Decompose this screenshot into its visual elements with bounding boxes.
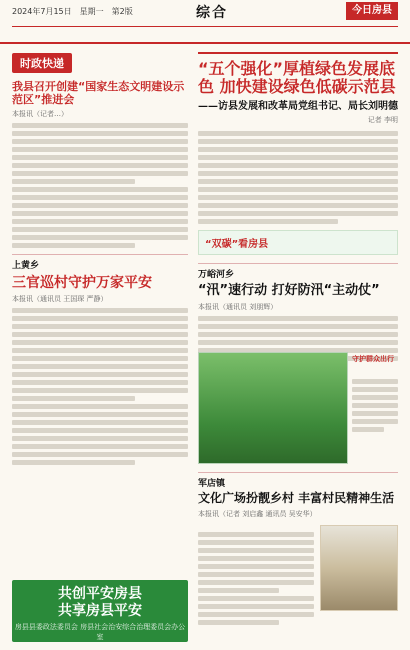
lead-subhead: ——访县发展和改革局党组书记、局长刘明德 (198, 100, 398, 112)
lead-headline: “五个强化”厚植绿色发展底色 加快建设绿色低碳示范县 (198, 59, 396, 97)
feature-headline: 我县召开创建“国家生态文明建设示范区”推进会 (12, 80, 185, 106)
promo-line-1: 共创平安房县 (58, 586, 142, 602)
newspaper-logo: 今日房县 (346, 2, 398, 20)
story2-byline: 本报讯（通讯员 王国琛 严静） (12, 294, 108, 303)
page-header (0, 0, 410, 44)
story2-headline: 三官巡村守护万家平安 (12, 274, 152, 291)
photo-caption: 守护群众出行 (352, 355, 394, 363)
photo-block (198, 352, 398, 464)
feature-byline: 本报讯（记者…） (12, 110, 68, 119)
lead-top-rule (198, 52, 398, 54)
divider (12, 254, 188, 255)
story2-tag: 上黄乡 (12, 261, 40, 272)
story2-headline-right: “汛”速行动 打好防汛“主动仗” (198, 282, 380, 298)
divider (198, 263, 398, 264)
header-rule (12, 26, 398, 38)
story2-tag-right: 万峪河乡 (198, 270, 235, 281)
promo-line-2: 共享房县平安 (58, 602, 142, 619)
story3-photo (320, 525, 398, 611)
highlight-box (198, 230, 398, 255)
lead-byline: 记者 李明 (367, 116, 398, 125)
feature-body (12, 123, 188, 248)
story3-tag: 军店镇 (198, 479, 226, 489)
news-photo (198, 352, 348, 464)
story3-photo-wrap (320, 525, 398, 611)
story3-headline: 文化广场扮靓乡村 丰富村民精神生活 (198, 491, 395, 506)
lead-body (198, 131, 398, 224)
feature-tag: 时政快递 (12, 53, 72, 73)
story3-byline: 本报讯（记者 刘启鑫 通讯员 吴安华） (198, 510, 317, 519)
story2-body (12, 308, 188, 465)
promo-banner (12, 580, 188, 642)
section-title: 综合 (196, 5, 228, 21)
left-column (12, 52, 188, 582)
promo-org: 房县县委政法委员会 房县社会治安综合治理委员会办公室 (14, 622, 186, 641)
right-column (198, 52, 398, 642)
story3-body (198, 529, 314, 628)
divider (198, 472, 398, 473)
photo-caption-body (352, 376, 398, 435)
story2-byline-right: 本报讯（通讯员 刘朋辉） (198, 302, 278, 311)
issue-date: 2024年7月15日 星期一 第2版 (12, 7, 133, 16)
highlight-text: “双碳”看房县 (205, 239, 269, 251)
